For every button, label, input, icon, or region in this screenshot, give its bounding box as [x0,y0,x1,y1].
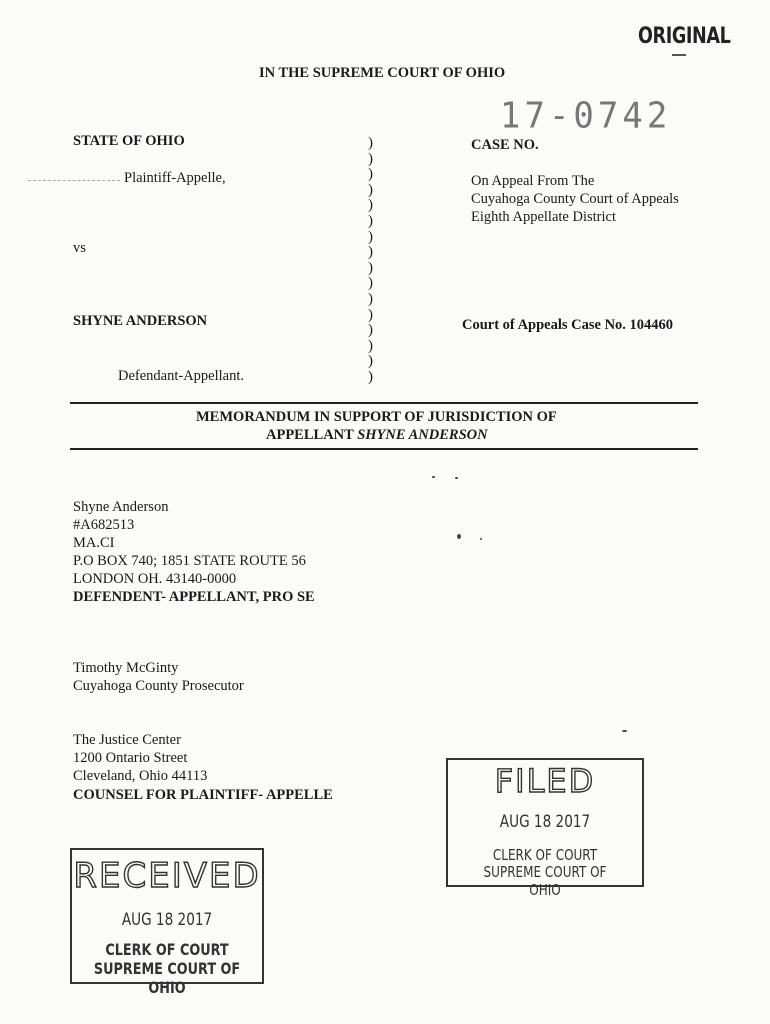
received-stamp [70,848,264,997]
counsel-line-2: 1200 Ontario Street [73,750,188,766]
filed-stamp-court: SUPREME COURT OF OHIO [483,863,607,899]
received-stamp-court: SUPREME COURT OF OHIO [93,959,241,997]
appellant-address-1: P.O BOX 740; 1851 STATE ROUTE 56 [73,553,306,569]
filed-stamp-date: AUG 18 2017 [499,812,591,832]
counsel-line-3: Cleveland, Ohio 44113 [73,768,208,784]
plaintiff-name: STATE OF OHIO [73,133,185,149]
memo-title-line-2: APPELLANT SHYNE ANDERSON [266,427,488,443]
appellant-inmate-number: #A682513 [73,517,135,533]
plaintiff-dotted-line [28,180,120,181]
prosecutor-name: Timothy McGinty [73,660,179,676]
appellant-name-italic: SHYNE ANDERSON [357,427,488,443]
appellant-name: Shyne Anderson [73,499,169,515]
versus-label: vs [73,240,86,256]
counsel-line-1: The Justice Center [73,732,181,748]
received-stamp-title: RECEIVED [73,856,261,896]
received-stamp-date: AUG 18 2017 [121,910,213,930]
defendant-name: SHYNE ANDERSON [73,313,208,329]
defendant-role: Defendant-Appellant. [118,368,245,384]
filed-stamp-title: FILED [494,762,596,800]
caption-parentheses: ) ) ) ) ) ) ) ) ) ) ) ) ) ) ) ) [368,135,373,385]
appeal-line-1: On Appeal From The [471,173,595,189]
filed-stamp-clerk: CLERK OF COURT [492,846,598,864]
scan-speck [432,476,435,478]
original-stamp: ORIGINAL [638,24,731,49]
scan-speck [480,538,482,540]
scan-speck [457,534,461,539]
appellant-address-2: LONDON OH. 43140-0000 [73,571,237,587]
memo-title-line-1: MEMORANDUM IN SUPPORT OF JURISDICTION OF [196,409,557,425]
appeals-case-number: Court of Appeals Case No. 104460 [462,317,674,333]
counsel-role: COUNSEL FOR PLAINTIFF- APPELLE [73,787,333,803]
case-no-label: CASE NO. [471,137,539,153]
original-underline [672,54,686,56]
scan-speck [622,730,627,732]
plaintiff-role: Plaintiff-Appelle, [124,170,226,186]
memo-bottom-rule [70,448,698,450]
prosecutor-title: Cuyahoga County Prosecutor [73,678,244,694]
handwritten-case-number: 17-0742 [500,95,672,137]
memo-top-rule [70,402,698,404]
appeal-line-3: Eighth Appellate District [471,209,616,225]
filed-stamp [446,758,644,899]
appellant-facility: MA.CI [73,535,115,551]
received-stamp-clerk: CLERK OF COURT [105,940,229,959]
appellant-role: DEFENDENT- APPELLANT, PRO SE [73,589,315,605]
court-heading: IN THE SUPREME COURT OF OHIO [259,65,506,81]
appeal-line-2: Cuyahoga County Court of Appeals [471,191,679,207]
scan-speck [455,477,458,479]
